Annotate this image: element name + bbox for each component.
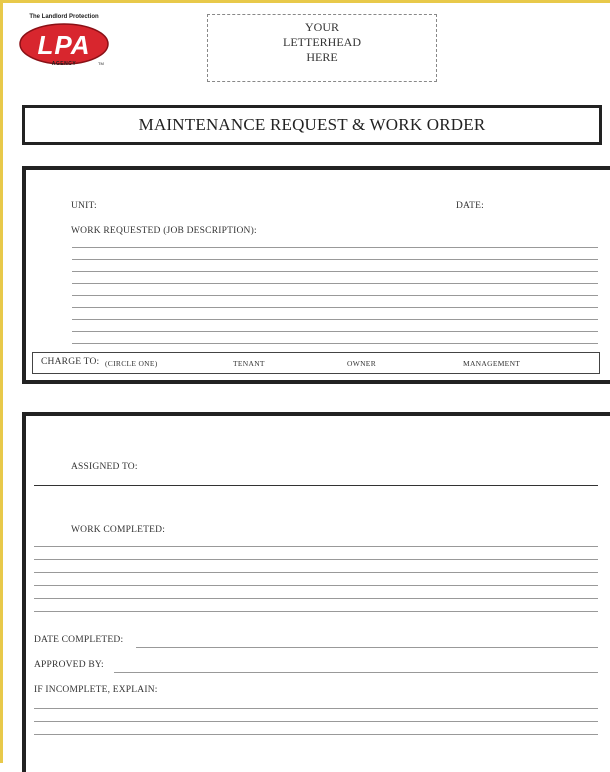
completion-section — [22, 412, 610, 772]
if-incomplete-label: IF INCOMPLETE, EXPLAIN: — [34, 685, 158, 695]
work-requested-line-7[interactable] — [72, 319, 598, 320]
logo-agency-text: AGENCY — [51, 61, 77, 67]
charge-option-owner[interactable]: OWNER — [347, 359, 376, 368]
charge-to-box — [32, 352, 600, 374]
approved-by-label: APPROVED BY: — [34, 660, 104, 670]
work-requested-line-1[interactable] — [72, 247, 598, 248]
assigned-to-line[interactable] — [34, 485, 598, 486]
date-completed-label: DATE COMPLETED: — [34, 635, 124, 645]
circle-one-hint: (CIRCLE ONE) — [105, 359, 158, 368]
charge-option-tenant[interactable]: TENANT — [233, 359, 265, 368]
work-requested-label: WORK REQUESTED (JOB DESCRIPTION): — [71, 226, 257, 236]
work-requested-line-6[interactable] — [72, 307, 598, 308]
work-completed-line-5[interactable] — [34, 598, 598, 599]
work-completed-line-4[interactable] — [34, 585, 598, 586]
work-requested-line-8[interactable] — [72, 331, 598, 332]
logo-trademark: TM — [98, 61, 104, 66]
logo-letters: LPA — [37, 30, 91, 60]
incomplete-line-3[interactable] — [34, 734, 598, 735]
charge-to-label: CHARGE TO: — [41, 357, 100, 367]
assigned-to-label: ASSIGNED TO: — [71, 462, 138, 472]
work-requested-line-4[interactable] — [72, 283, 598, 284]
logo-arc-text: The Landlord Protection — [29, 14, 99, 20]
work-requested-line-5[interactable] — [72, 295, 598, 296]
work-completed-line-1[interactable] — [34, 546, 598, 547]
request-section — [22, 166, 610, 384]
work-requested-line-9[interactable] — [72, 343, 598, 344]
approved-by-line[interactable] — [114, 672, 598, 673]
incomplete-line-2[interactable] — [34, 721, 598, 722]
work-completed-line-6[interactable] — [34, 611, 598, 612]
date-label: DATE: — [456, 201, 484, 211]
work-completed-label: WORK COMPLETED: — [71, 525, 166, 535]
work-requested-line-2[interactable] — [72, 259, 598, 260]
incomplete-line-1[interactable] — [34, 708, 598, 709]
work-completed-line-2[interactable] — [34, 559, 598, 560]
letterhead-line-1: YOUR — [304, 20, 339, 34]
charge-option-management[interactable]: MANAGEMENT — [463, 359, 521, 368]
letterhead-line-3: HERE — [306, 50, 338, 64]
work-requested-line-3[interactable] — [72, 271, 598, 272]
work-completed-line-3[interactable] — [34, 572, 598, 573]
letterhead-line-2: LETTERHEAD — [283, 35, 361, 49]
form-title: MAINTENANCE REQUEST & WORK ORDER — [22, 105, 602, 145]
lpa-logo — [14, 14, 114, 74]
date-completed-line[interactable] — [136, 647, 598, 648]
letterhead-placeholder — [207, 14, 437, 82]
unit-label: UNIT: — [71, 201, 97, 211]
